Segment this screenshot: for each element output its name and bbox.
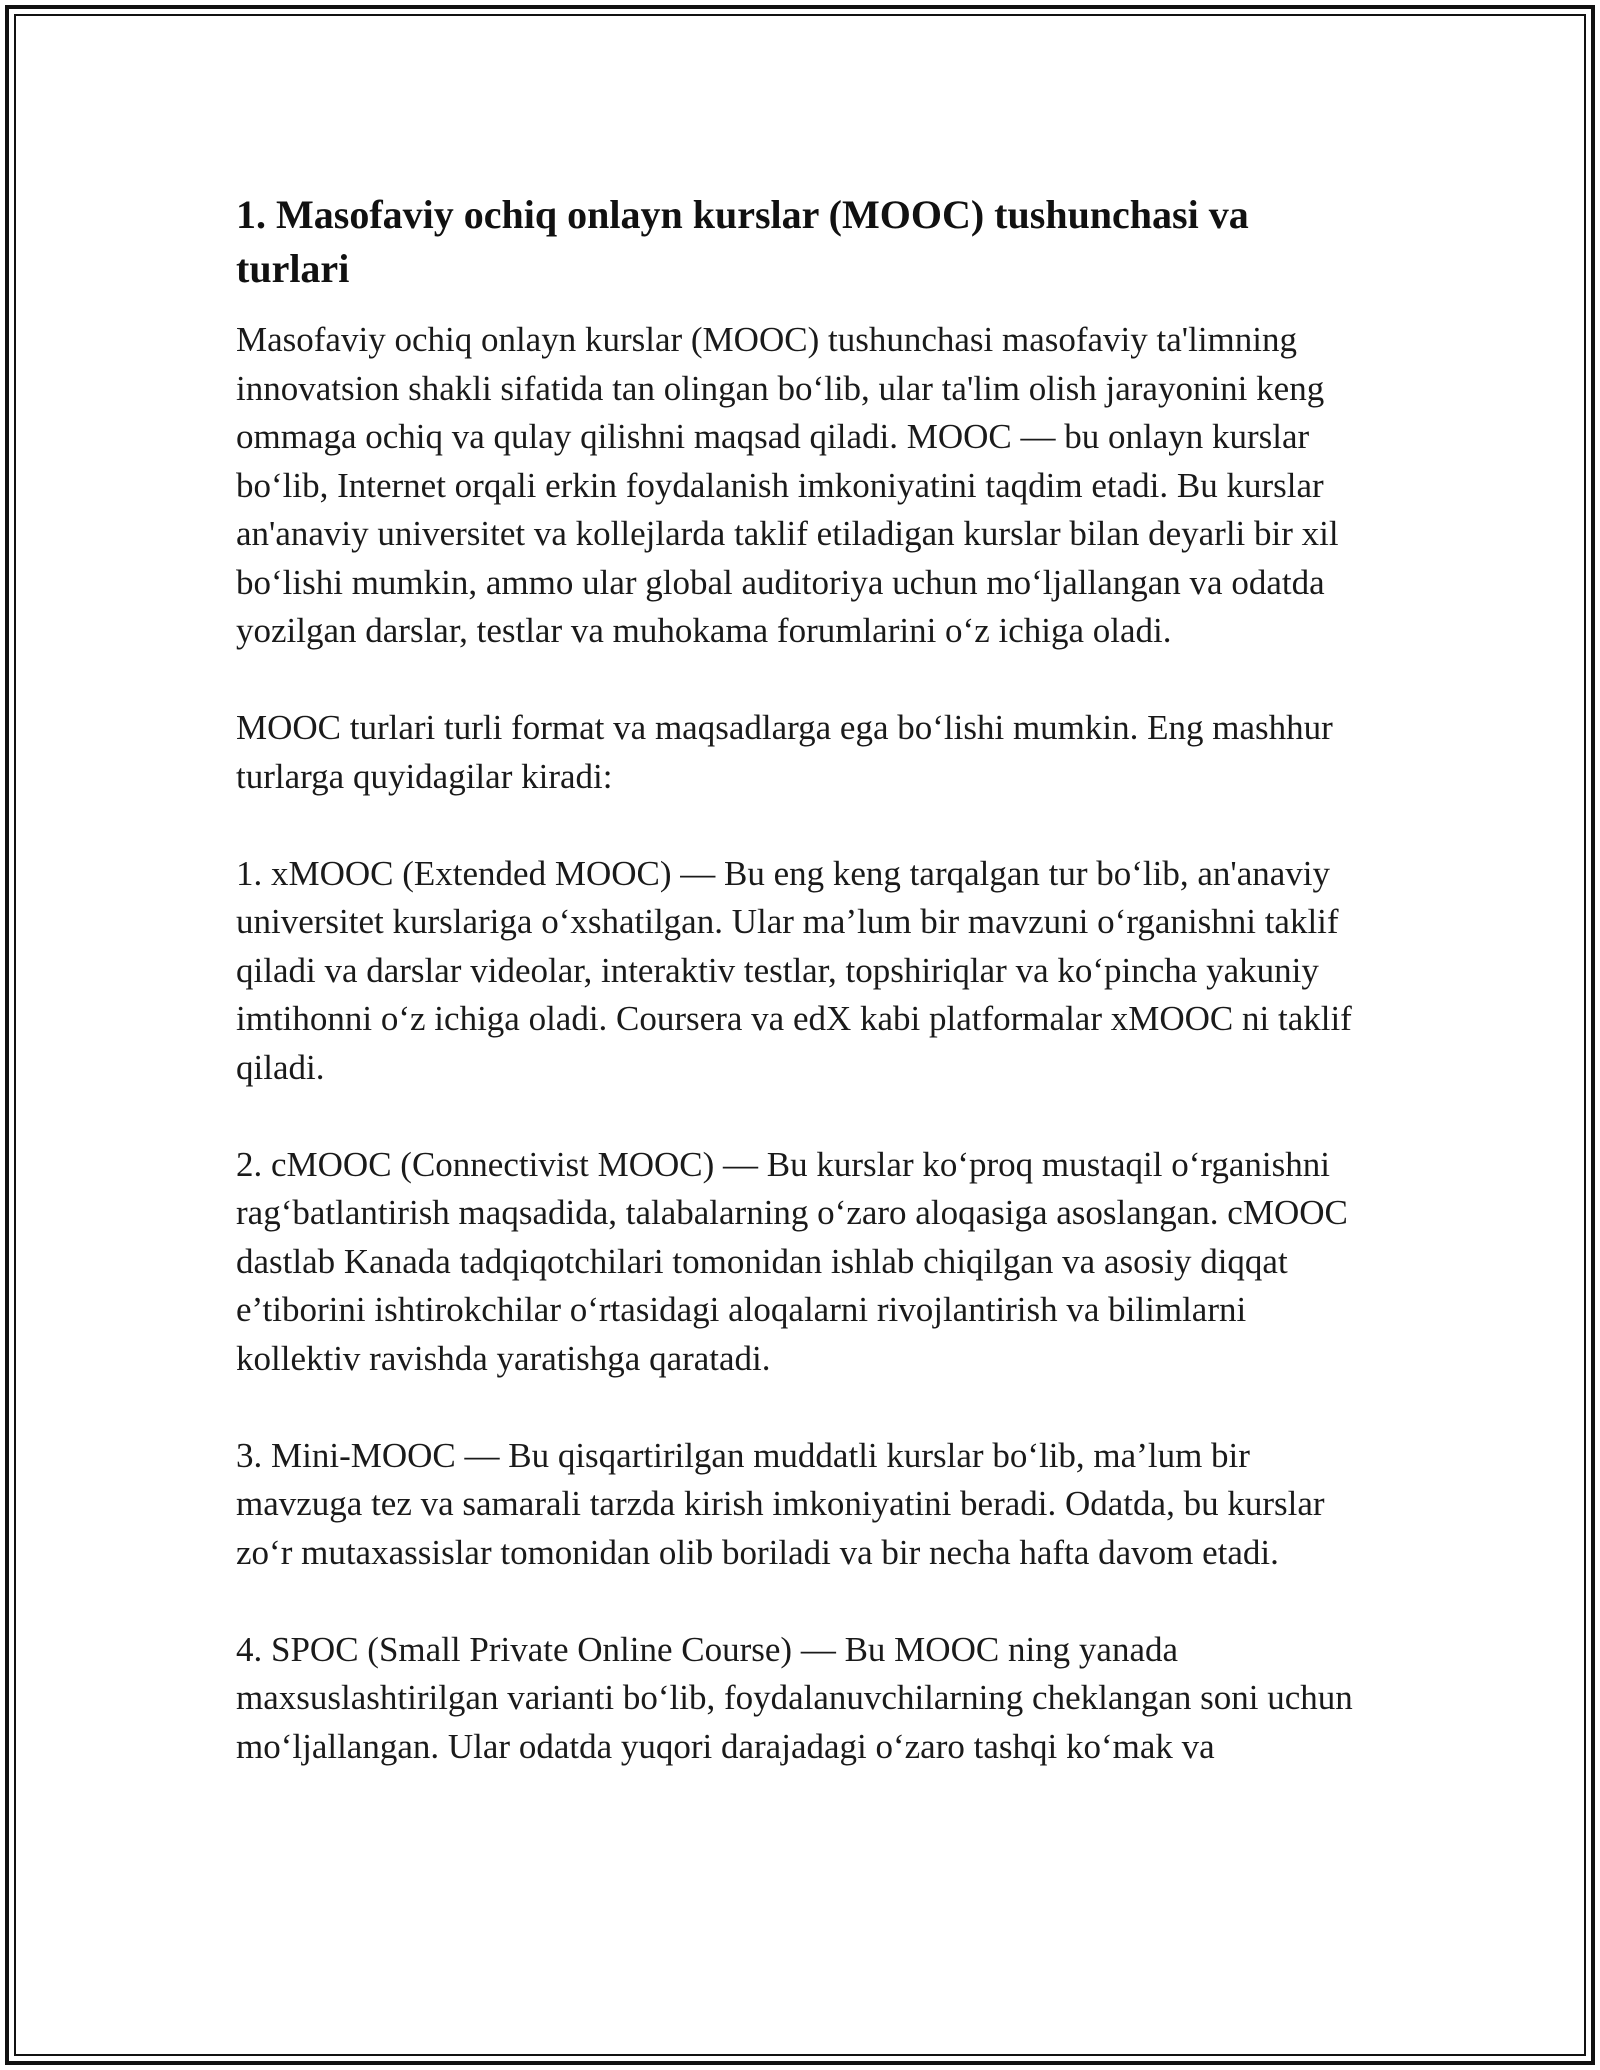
list-item-xmooc: 1. xMOOC (Extended MOOC) — Bu eng keng tarqalgan tur bo‘lib, an'anaviy universitet kurslariga o‘xshatilgan. Ular ma’lum bir mavzuni o‘rganishni taklif qiladi va darslar videolar, interaktiv testlar, topshiriqlar va ko‘pincha yakuniy imtihonni o‘z ichiga oladi. Coursera va edX kabi platformalar xMOOC ni taklif qiladi. <box>236 853 1352 1087</box>
types-intro-paragraph: MOOC turlari turli format va maqsadlarga ega bo‘lishi mumkin. Eng mashhur turlarga quyidagilar kiradi: <box>236 708 1333 796</box>
list-item-mini-mooc: 3. Mini-MOOC — Bu qisqartirilgan muddatli kurslar bo‘lib, ma’lum bir mavzuga tez va samarali tarzda kirish imkoniyatini beradi. Odatda, bu kurslar zo‘r mutaxassislar tomonidan olib boriladi va bir necha hafta davom etadi. <box>236 1435 1325 1572</box>
section-heading: 1. Masofaviy ochiq onlayn kurslar (MOOC) tushunchasi va turlari <box>236 192 1249 291</box>
list-item-cmooc: 2. cMOOC (Connectivist MOOC) — Bu kurslar ko‘proq mustaqil o‘rganishni rag‘batlantirish maqsadida, talabalarning o‘zaro aloqasiga asoslangan. cMOOC dastlab Kanada tadqiqotchilari tomonidan ishlab chiqilgan va asosiy diqqat e’tiborini ishtirokchilar o‘rtasidagi aloqalarni rivojlantirish va bilimlarni kollektiv ravishda yaratishga qaratadi. <box>236 1144 1348 1378</box>
document-body <box>236 188 1366 1820</box>
list-item-spoc: 4. SPOC (Small Private Online Course) — Bu MOOC ning yanada maxsuslashtirilgan varianti bo‘lib, foydalanuvchilarning cheklangan soni uchun mo‘ljallangan. Ular odatda yuqori darajadagi o‘zaro tashqi ko‘mak va <box>236 1629 1353 1766</box>
intro-paragraph: Masofaviy ochiq onlayn kurslar (MOOC) tushunchasi masofaviy ta'limning innovatsion shakli sifatida tan olingan bo‘lib, ular ta'lim olish jarayonini keng ommaga ochiq va qulay qilishni maqsad qiladi. MOOC — bu onlayn kurslar bo‘lib, Internet orqali erkin foydalanish imkoniyatini taqdim etadi. Bu kurslar an'anaviy universitet va kollejlarda taklif etiladigan kurslar bilan deyarli bir xil bo‘lishi mumkin, ammo ular global auditoriya uchun mo‘ljallangan va odatda yozilgan darslar, testlar va muhokama forumlarini o‘z ichiga oladi. <box>236 320 1339 650</box>
